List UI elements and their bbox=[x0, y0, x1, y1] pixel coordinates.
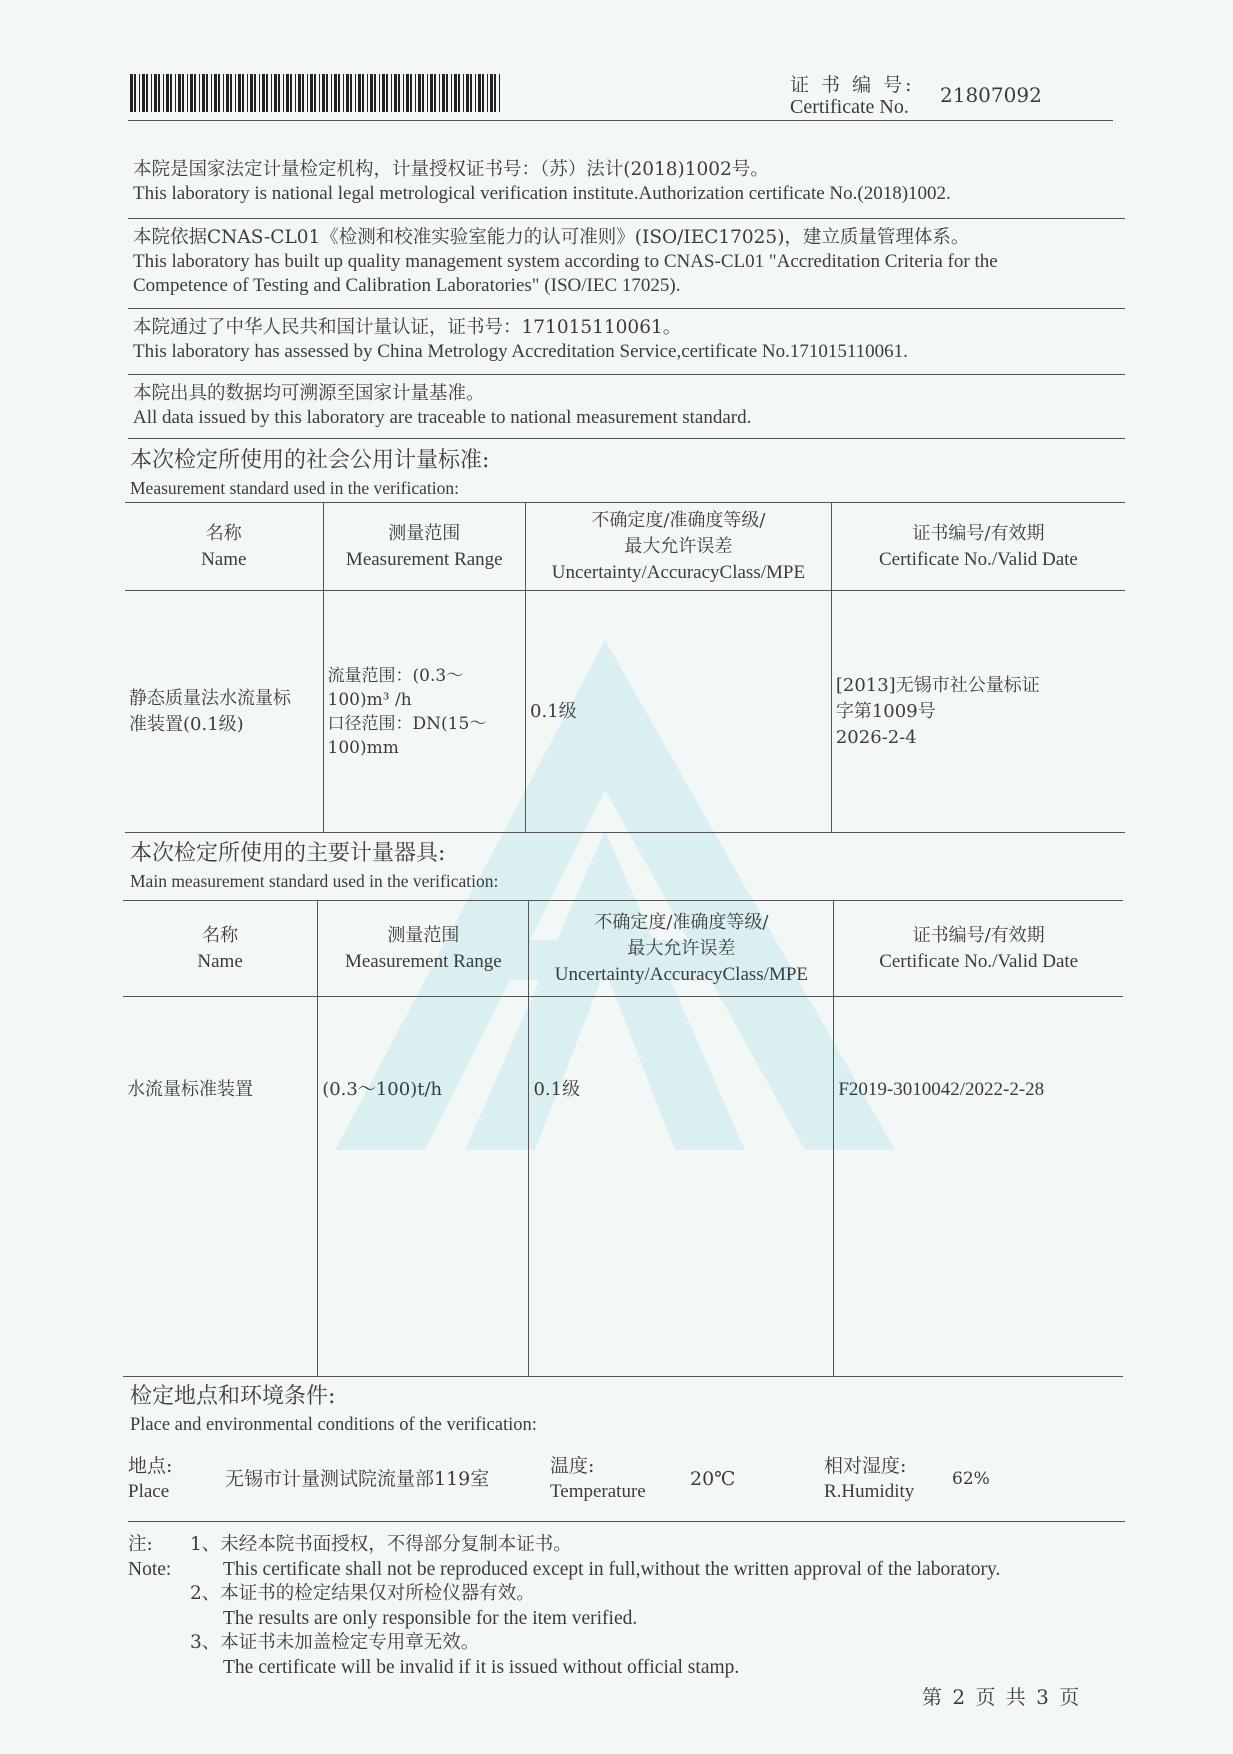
col-header-name bbox=[125, 503, 323, 591]
divider bbox=[128, 218, 1125, 219]
header-cn: 名称 bbox=[205, 522, 242, 544]
header-en: Certificate No./Valid Date bbox=[879, 950, 1079, 972]
cell-range: (0.3～100)t/h bbox=[318, 997, 529, 1377]
divider bbox=[128, 1521, 1125, 1522]
cell-name: 水流量标准装置 bbox=[123, 997, 318, 1377]
header-en: Measurement Range bbox=[345, 548, 503, 570]
cell-text: 100)m³ /h bbox=[327, 689, 412, 710]
label-en: R.Humidity bbox=[824, 1481, 915, 1502]
statement-en: This laboratory has assessed by China Metrology Accreditation Service,certificate No.171015110061. bbox=[133, 341, 908, 362]
certificate-no-label bbox=[790, 74, 915, 118]
cell-text: 静态质量法水流量标 bbox=[129, 687, 291, 709]
instruments-table bbox=[123, 900, 1123, 1377]
certificate-no-label-en: Certificate No. bbox=[790, 96, 909, 118]
statement-en: This laboratory is national legal metrological verification institute.Authorization certificate No.(2018)1002. bbox=[133, 183, 951, 204]
col-header-certificate bbox=[831, 503, 1125, 591]
label-en: Place bbox=[128, 1481, 170, 1502]
cell-text: [2013]无锡市社公量标证 bbox=[835, 674, 1040, 696]
cell-text: 2026-2-4 bbox=[835, 726, 917, 748]
note-number: 1、 bbox=[190, 1534, 221, 1555]
cell-text: 流量范围：(0.3～ bbox=[327, 665, 464, 686]
col-header-range bbox=[318, 901, 529, 997]
statement-cn: 本院依据CNAS-CL01《检测和校准实验室能力的认可准则》(ISO/IEC17025)，建立质量管理体系。 bbox=[133, 227, 970, 248]
label-cn: 温度: bbox=[550, 1455, 595, 1477]
statement-cn: 本院是国家法定计量检定机构，计量授权证书号：（苏）法计(2018)1002号。 bbox=[133, 159, 769, 180]
instruments-subtitle: Main measurement standard used in the verification: bbox=[130, 871, 499, 891]
standards-subtitle: Measurement standard used in the verification: bbox=[130, 478, 459, 498]
cell-accuracy: 0.1级 bbox=[526, 591, 832, 833]
cell-name bbox=[125, 591, 323, 833]
label-cn: 地点: bbox=[128, 1455, 173, 1477]
humidity-value: 62% bbox=[952, 1469, 990, 1489]
header-en: Measurement Range bbox=[344, 950, 502, 972]
statement-traceability bbox=[133, 382, 751, 430]
statement-cn: 本院出具的数据均可溯源至国家计量基准。 bbox=[133, 383, 485, 404]
temperature-label bbox=[550, 1453, 646, 1505]
table-header-row bbox=[125, 503, 1125, 591]
header-divider bbox=[128, 120, 1113, 121]
instruments-title: 本次检定所使用的主要计量器具: bbox=[130, 841, 446, 866]
cell-accuracy: 0.1级 bbox=[529, 997, 834, 1377]
cell-text: 口径范围：DN(15～ bbox=[327, 713, 487, 734]
header-cn: 名称 bbox=[202, 924, 239, 946]
cell-certificate: F2019-3010042/2022-2-28 bbox=[834, 997, 1123, 1377]
header-en: Name bbox=[201, 548, 247, 570]
header-cn: 不确定度/准确度等级/ bbox=[594, 911, 769, 933]
place-value: 无锡市计量测试院流量部119室 bbox=[225, 1468, 490, 1490]
note-en: The results are only responsible for the item verified. bbox=[223, 1607, 638, 1629]
header-cn-2: 最大允许误差 bbox=[624, 535, 733, 557]
statement-en: This laboratory has built up quality management system according to CNAS-CL01 "Accreditation Criteria for the bbox=[133, 251, 998, 272]
notes-list bbox=[190, 1533, 1000, 1680]
note-en: The certificate will be invalid if it is issued without official stamp. bbox=[223, 1656, 740, 1678]
standards-title: 本次检定所使用的社会公用计量标准: bbox=[130, 448, 490, 473]
col-header-certificate bbox=[834, 901, 1123, 997]
statement-quality-system bbox=[133, 226, 998, 298]
barcode bbox=[130, 74, 502, 112]
col-header-name bbox=[123, 901, 318, 997]
note-item bbox=[190, 1582, 1000, 1631]
note-item bbox=[190, 1631, 1000, 1680]
cell-text: 100)mm bbox=[327, 737, 399, 758]
note-item bbox=[190, 1533, 1000, 1582]
divider bbox=[128, 374, 1125, 375]
label-en: Note: bbox=[128, 1558, 172, 1580]
header-cn: 测量范围 bbox=[388, 522, 461, 544]
cell-text: 字第1009号 bbox=[835, 700, 936, 722]
certificate-no-label-cn: 证 书 编 号: bbox=[790, 74, 915, 96]
col-header-uncertainty bbox=[529, 901, 834, 997]
header-cn: 不确定度/准确度等级/ bbox=[591, 509, 766, 531]
label-en: Temperature bbox=[550, 1481, 646, 1502]
header-cn-2: 最大允许误差 bbox=[627, 937, 736, 959]
cell-text: 准装置(0.1级) bbox=[129, 713, 244, 735]
table-header-row bbox=[123, 901, 1123, 997]
place-label bbox=[128, 1453, 172, 1505]
environment-title: 检定地点和环境条件: bbox=[130, 1384, 336, 1409]
statement-authorization bbox=[133, 158, 951, 206]
cell-certificate bbox=[831, 591, 1125, 833]
header-en: Uncertainty/AccuracyClass/MPE bbox=[554, 963, 809, 985]
label-cn: 相对湿度: bbox=[824, 1455, 907, 1477]
standards-table bbox=[125, 502, 1125, 833]
statement-cma bbox=[133, 316, 908, 364]
environment-subtitle: Place and environmental conditions of the verification: bbox=[130, 1415, 537, 1435]
note-en: This certificate shall not be reproduced except in full,without the written approval of the laboratory. bbox=[223, 1558, 1001, 1580]
divider bbox=[128, 308, 1125, 309]
note-cn: 未经本院书面授权，不得部分复制本证书。 bbox=[220, 1534, 572, 1555]
table-row bbox=[125, 591, 1125, 833]
humidity-label bbox=[824, 1453, 914, 1505]
statement-en: All data issued by this laboratory are traceable to national measurement standard. bbox=[133, 407, 752, 428]
col-header-uncertainty bbox=[526, 503, 832, 591]
note-cn: 本证书的检定结果仅对所检仪器有效。 bbox=[220, 1583, 535, 1604]
notes-label bbox=[128, 1533, 171, 1582]
temperature-value: 20℃ bbox=[690, 1468, 736, 1490]
note-cn: 本证书未加盖检定专用章无效。 bbox=[220, 1632, 480, 1653]
header-en: Name bbox=[197, 950, 243, 972]
note-number: 3、 bbox=[190, 1632, 221, 1653]
label-cn: 注: bbox=[128, 1534, 153, 1555]
cell-range bbox=[323, 591, 525, 833]
note-number: 2、 bbox=[190, 1583, 221, 1604]
divider bbox=[128, 438, 1125, 439]
table-row bbox=[123, 997, 1123, 1377]
col-header-range bbox=[323, 503, 525, 591]
header-cn: 测量范围 bbox=[387, 924, 460, 946]
page-number: 第 2 页 共 3 页 bbox=[922, 1685, 1082, 1709]
certificate-no-value: 21807092 bbox=[940, 83, 1042, 107]
header-en: Certificate No./Valid Date bbox=[878, 548, 1078, 570]
header-cn: 证书编号/有效期 bbox=[912, 522, 1045, 544]
header-en: Uncertainty/AccuracyClass/MPE bbox=[551, 561, 806, 583]
statement-en-cont: Competence of Testing and Calibration Laboratories" (ISO/IEC 17025). bbox=[133, 275, 681, 296]
statement-cn: 本院通过了中华人民共和国计量认证，证书号：171015110061。 bbox=[133, 317, 682, 338]
header-cn: 证书编号/有效期 bbox=[912, 924, 1045, 946]
